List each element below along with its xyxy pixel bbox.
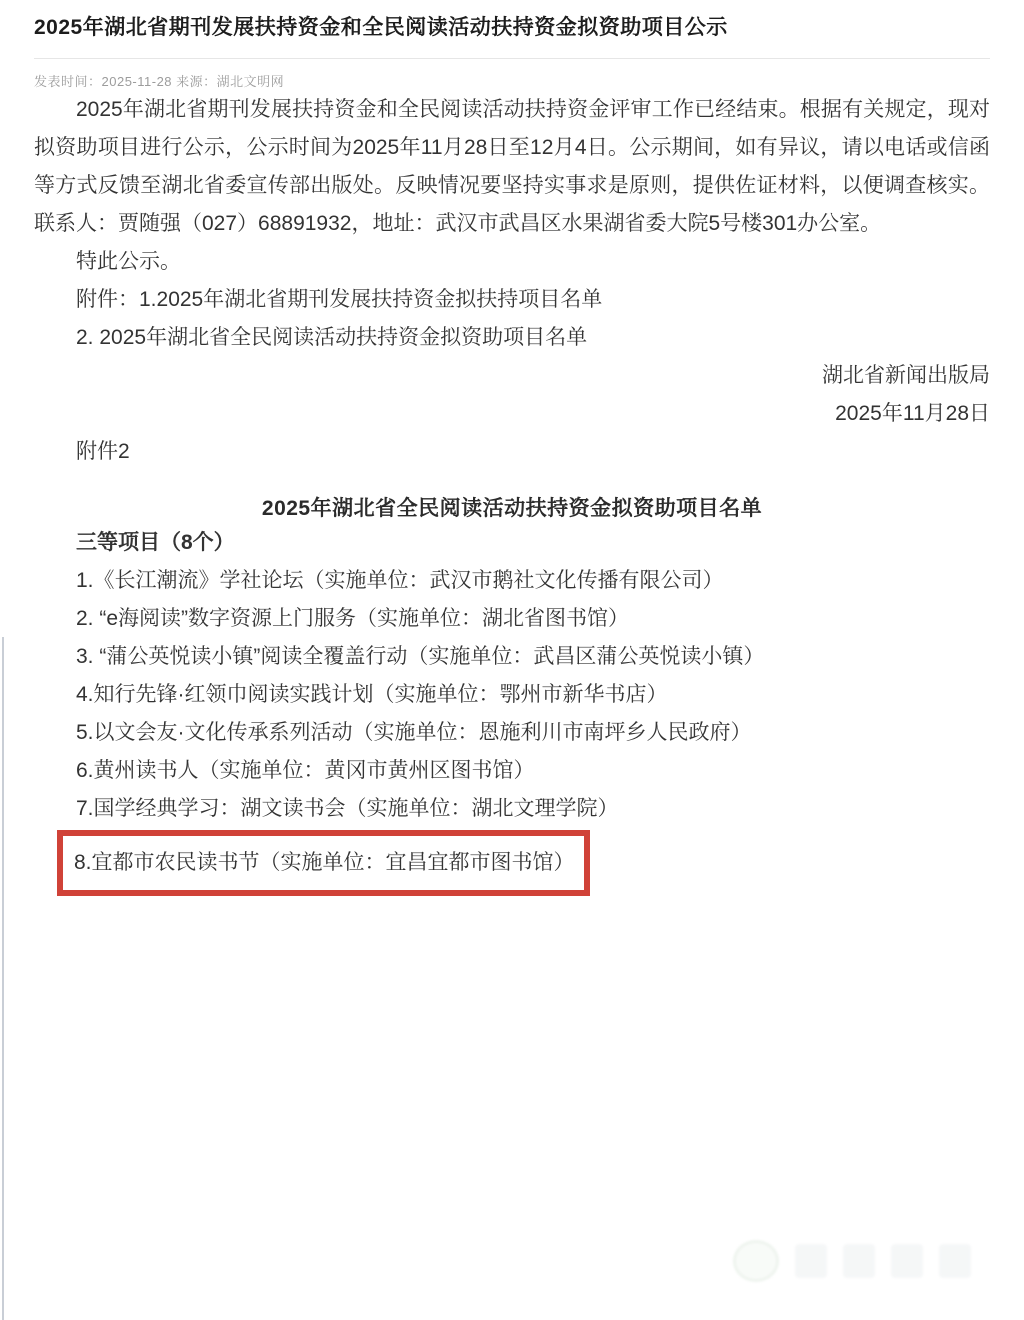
closing-line: 特此公示。 (76, 250, 181, 273)
watermark (733, 1240, 971, 1282)
project-list-item: 7.国学经典学习：湖文读书会（实施单位：湖北文理学院） (76, 797, 619, 820)
attachment-line-2: 2. 2025年湖北省全民阅读活动扶持资金拟资助项目名单 (76, 326, 588, 349)
issuer-name: 湖北省新闻出版局 (822, 364, 990, 387)
announcement-paragraph: 2025年湖北省期刊发展扶持资金和全民阅读活动扶持资金评审工作已经结束。根据有关规定，现对拟资助项目进行公示，公示时间为2025年11月28日至12月4日。公示期间，如有异议，请以电话或信函等方式反馈至湖北省委宣传部出版处。反映情况要坚持实事求是原则，提供佐证材料，以便调查核实。联系人：贾随强（027）68891932，地址：武汉市武昌区水果湖省委大院5号楼301办公室。 (34, 98, 990, 235)
watermark-glyph (795, 1244, 827, 1278)
title-divider (34, 58, 990, 59)
publish-meta: 发表时间：2025-11-28 来源：湖北文明网 (34, 74, 285, 89)
project-list-item: 4.知行先锋·红领巾阅读实践计划（实施单位：鄂州市新华书店） (76, 683, 668, 706)
watermark-logo-icon (733, 1240, 779, 1282)
project-list-item: 2. “e海阅读”数字资源上门服务（实施单位：湖北省图书馆） (76, 607, 630, 630)
project-list-item: 5.以文会友·文化传承系列活动（实施单位：恩施利川市南坪乡人民政府） (76, 721, 752, 744)
highlight-box (57, 830, 590, 896)
issue-date: 2025年11月28日 (835, 402, 990, 425)
watermark-glyph (843, 1244, 875, 1278)
project-list-item: 1.《长江潮流》学社论坛（实施单位：武汉市鹅社文化传播有限公司） (76, 569, 724, 592)
project-list-item: 6.黄州读书人（实施单位：黄冈市黄州区图书馆） (76, 759, 535, 782)
left-edge-line (2, 637, 4, 1320)
attachment-line-1: 附件：1.2025年湖北省期刊发展扶持资金拟扶持项目名单 (76, 288, 603, 311)
section-heading: 三等项目（8个） (76, 531, 235, 554)
project-list-item: 3. “蒲公英悦读小镇”阅读全覆盖行动（实施单位：武昌区蒲公英悦读小镇） (76, 645, 765, 668)
watermark-glyph (939, 1244, 971, 1278)
attachment2-title: 2025年湖北省全民阅读活动扶持资金拟资助项目名单 (261, 497, 763, 520)
watermark-glyph (891, 1244, 923, 1278)
page-title: 2025年湖北省期刊发展扶持资金和全民阅读活动扶持资金拟资助项目公示 (34, 16, 728, 39)
project-list-item-highlighted: 8.宜都市农民读书节（实施单位：宜昌宜都市图书馆） (74, 851, 575, 874)
attachment2-label: 附件2 (76, 440, 130, 463)
